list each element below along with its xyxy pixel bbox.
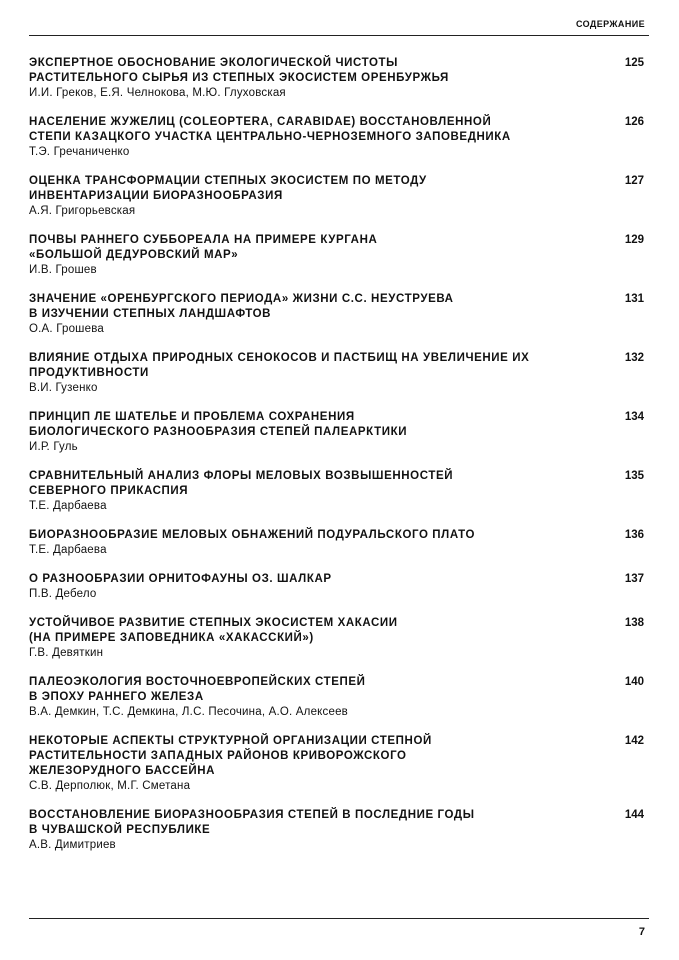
toc-entry[interactable]	[29, 469, 649, 513]
entry-title: НЕКОТОРЫЕ АСПЕКТЫ СТРУКТУРНОЙ ОРГАНИЗАЦИИ СТЕПНОЙ РАСТИТЕЛЬНОСТИ ЗАПАДНЫХ РАЙОНОВ КРИВОРОЖСКОГО ЖЕЛЕЗОРУДНОГО БАССЕЙНА	[29, 735, 432, 777]
toc-entry[interactable]	[29, 115, 649, 159]
entry-authors: С.В. Дерполюк, М.Г. Сметана	[29, 780, 191, 792]
entry-page-number: 131	[624, 293, 644, 305]
toc-entry[interactable]	[29, 410, 649, 454]
entry-page-number: 142	[624, 735, 644, 747]
entry-page-number: 129	[624, 234, 644, 246]
toc-entry[interactable]	[29, 233, 649, 277]
entry-authors: О.А. Грошева	[29, 323, 104, 335]
entry-authors: И.Р. Гуль	[29, 441, 78, 453]
entry-title: ОЦЕНКА ТРАНСФОРМАЦИИ СТЕПНЫХ ЭКОСИСТЕМ ПО МЕТОДУ ИНВЕНТАРИЗАЦИИ БИОРАЗНООБРАЗИЯ	[29, 175, 427, 202]
toc-entry[interactable]	[29, 734, 649, 793]
page-number: 7	[638, 926, 645, 938]
entry-title: ВЛИЯНИЕ ОТДЫХА ПРИРОДНЫХ СЕНОКОСОВ И ПАСТБИЩ НА УВЕЛИЧЕНИЕ ИХ ПРОДУКТИВНОСТИ	[29, 352, 530, 379]
entry-authors: А.В. Димитриев	[29, 839, 116, 851]
entry-authors: А.Я. Григорьевская	[29, 205, 136, 217]
entry-authors: П.В. Дебело	[29, 588, 97, 600]
toc-entry[interactable]	[29, 616, 649, 660]
entry-authors: Г.В. Девяткин	[29, 647, 104, 659]
entry-authors: И.И. Греков, Е.Я. Челнокова, М.Ю. Глуховская	[29, 87, 286, 99]
entry-title: ЭКСПЕРТНОЕ ОБОСНОВАНИЕ ЭКОЛОГИЧЕСКОЙ ЧИСТОТЫ РАСТИТЕЛЬНОГО СЫРЬЯ ИЗ СТЕПНЫХ ЭКОСИСТЕМ ОРЕНБУРЖЬЯ	[29, 57, 449, 84]
entry-authors: Т.Е. Дарбаева	[29, 500, 107, 512]
running-head: СОДЕРЖАНИЕ	[575, 19, 645, 29]
entry-authors: В.А. Демкин, Т.С. Демкина, Л.С. Песочина, А.О. Алексеев	[29, 706, 348, 718]
entry-page-number: 137	[624, 573, 644, 585]
toc-entry[interactable]	[29, 292, 649, 336]
entry-page-number: 140	[624, 676, 644, 688]
toc-entry[interactable]	[29, 351, 649, 395]
entry-title: ЗНАЧЕНИЕ «ОРЕНБУРГСКОГО ПЕРИОДА» ЖИЗНИ С.С. НЕУСТРУЕВА В ИЗУЧЕНИИ СТЕПНЫХ ЛАНДШАФТОВ	[29, 293, 454, 320]
entry-title: ПАЛЕОЭКОЛОГИЯ ВОСТОЧНОЕВРОПЕЙСКИХ СТЕПЕЙ В ЭПОХУ РАННЕГО ЖЕЛЕЗА	[29, 676, 366, 703]
entry-page-number: 126	[624, 116, 644, 128]
entry-page-number: 144	[624, 809, 644, 821]
entry-page-number: 135	[624, 470, 644, 482]
entry-page-number: 134	[624, 411, 644, 423]
entry-authors: И.В. Грошев	[29, 264, 97, 276]
entry-authors: Т.Э. Гречаниченко	[29, 146, 130, 158]
entry-title: СРАВНИТЕЛЬНЫЙ АНАЛИЗ ФЛОРЫ МЕЛОВЫХ ВОЗВЫШЕННОСТЕЙ СЕВЕРНОГО ПРИКАСПИЯ	[29, 470, 454, 497]
entry-title: НАСЕЛЕНИЕ ЖУЖЕЛИЦ (COLEOPTERA, CARABIDAE) ВОССТАНОВЛЕННОЙ СТЕПИ КАЗАЦКОГО УЧАСТКА ЦЕНТРАЛЬНО-ЧЕРНОЗЕМНОГО ЗАПОВЕДНИКА	[29, 116, 511, 143]
footer-rule	[29, 918, 649, 919]
entry-page-number: 125	[624, 57, 644, 69]
entry-page-number: 138	[624, 617, 644, 629]
entry-title: ПОЧВЫ РАННЕГО СУББОРЕАЛА НА ПРИМЕРЕ КУРГАНА «БОЛЬШОЙ ДЕДУРОВСКИЙ МАР»	[29, 234, 378, 261]
entry-authors: В.И. Гузенко	[29, 382, 98, 394]
entry-page-number: 136	[624, 529, 644, 541]
entry-authors: Т.Е. Дарбаева	[29, 544, 107, 556]
entry-title: ВОССТАНОВЛЕНИЕ БИОРАЗНООБРАЗИЯ СТЕПЕЙ В ПОСЛЕДНИЕ ГОДЫ В ЧУВАШСКОЙ РЕСПУБЛИКЕ	[29, 809, 475, 836]
entry-title: УСТОЙЧИВОЕ РАЗВИТИЕ СТЕПНЫХ ЭКОСИСТЕМ ХАКАСИИ (НА ПРИМЕРЕ ЗАПОВЕДНИКА «ХАКАССКИЙ»)	[29, 617, 398, 644]
toc-entry[interactable]	[29, 528, 649, 557]
toc-entry[interactable]	[29, 675, 649, 719]
entry-title: О РАЗНООБРАЗИИ ОРНИТОФАУНЫ ОЗ. ШАЛКАР	[29, 573, 332, 585]
table-of-contents	[29, 56, 649, 867]
toc-entry[interactable]	[29, 808, 649, 852]
header-rule	[29, 35, 649, 36]
entry-page-number: 132	[624, 352, 644, 364]
toc-entry[interactable]	[29, 174, 649, 218]
entry-page-number: 127	[624, 175, 644, 187]
entry-title: БИОРАЗНООБРАЗИЕ МЕЛОВЫХ ОБНАЖЕНИЙ ПОДУРАЛЬСКОГО ПЛАТО	[29, 529, 476, 541]
toc-entry[interactable]	[29, 572, 649, 601]
toc-entry[interactable]	[29, 56, 649, 100]
entry-title: ПРИНЦИП ЛЕ ШАТЕЛЬЕ И ПРОБЛЕМА СОХРАНЕНИЯ БИОЛОГИЧЕСКОГО РАЗНООБРАЗИЯ СТЕПЕЙ ПАЛЕАРКТИКИ	[29, 411, 408, 438]
